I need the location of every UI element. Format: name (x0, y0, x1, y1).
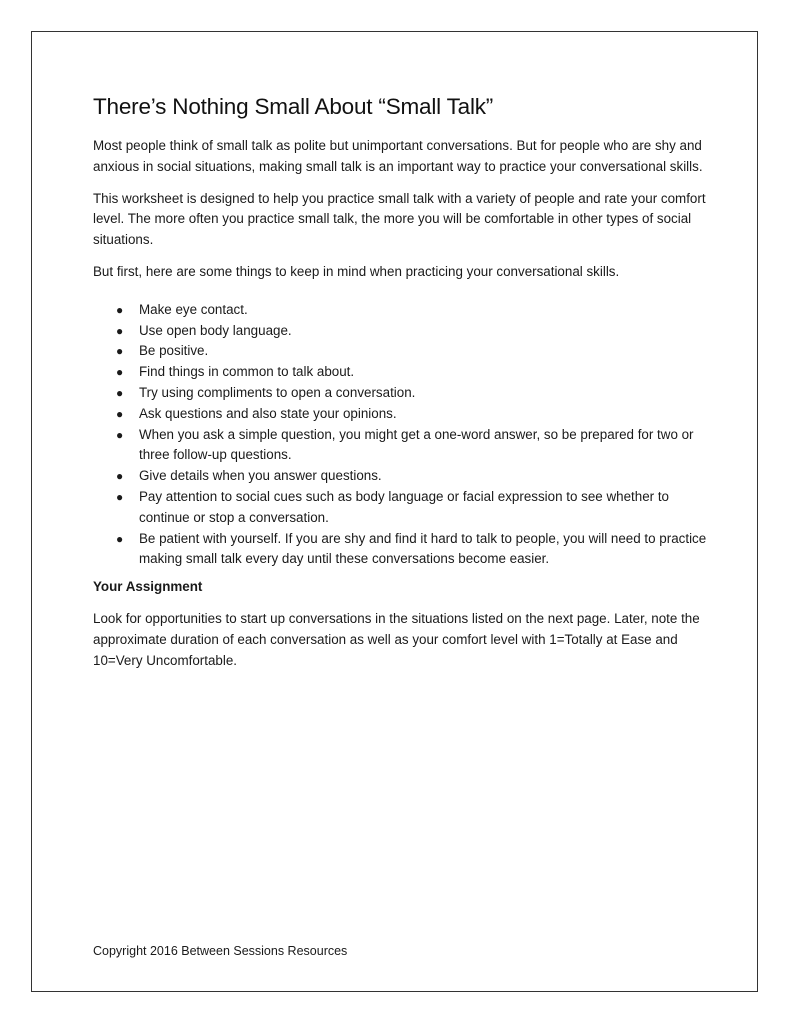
list-item (93, 321, 713, 342)
tip-text: Find things in common to talk about. (139, 364, 355, 380)
bullet-icon: ● (116, 323, 124, 338)
bullet-icon: ● (116, 365, 124, 380)
copyright-footer: Copyright 2016 Between Sessions Resources (93, 944, 348, 958)
list-item (93, 341, 713, 362)
bullet-icon: ● (116, 406, 124, 421)
list-item (93, 466, 713, 487)
list-item (93, 425, 713, 467)
tip-text: Give details when you answer questions. (139, 468, 382, 484)
tip-text: Try using compliments to open a conversation. (139, 384, 416, 400)
tip-text: When you ask a simple question, you might get a one-word answer, so be prepared for two or three follow-up questions. (139, 426, 694, 463)
tips-list (93, 300, 713, 570)
bullet-icon: ● (116, 344, 124, 359)
page-title: There’s Nothing Small About “Small Talk” (93, 94, 494, 119)
tip-text: Make eye contact. (139, 301, 248, 317)
tip-text: Pay attention to social cues such as body language or facial expression to see whether to continue or stop a conversation. (139, 488, 669, 525)
list-item (93, 487, 713, 529)
list-item (93, 300, 713, 321)
worksheet-content (93, 92, 713, 683)
assignment-heading: Your Assignment (93, 579, 203, 595)
assignment-paragraph: Look for opportunities to start up conversations in the situations listed on the next page. Later, note the approximate duration of each conversation as well as your comfort level with 1=Totally at Ease and 10=Very Uncomfortable. (93, 611, 700, 668)
bullet-icon: ● (116, 469, 124, 484)
list-item (93, 362, 713, 383)
tips-intro-paragraph: But first, here are some things to keep in mind when practicing your conversational skills. (93, 263, 620, 279)
purpose-paragraph: This worksheet is designed to help you practice small talk with a variety of people and rate your comfort level. The more often you practice small talk, the more you will be comfortable in other types of social situations. (93, 190, 706, 248)
bullet-icon: ● (116, 531, 124, 546)
tip-text: Be patient with yourself. If you are shy and find it hard to talk to people, you will need to practice making small talk every day until these conversations become easier. (139, 530, 707, 567)
tip-text: Be positive. (139, 343, 209, 359)
tip-text: Use open body language. (139, 322, 292, 338)
tip-text: Ask questions and also state your opinions. (139, 405, 397, 421)
list-item (93, 404, 713, 425)
list-item (93, 529, 713, 571)
intro-paragraph: Most people think of small talk as polite but unimportant conversations. But for people who are shy and anxious in social situations, making small talk is an important way to practice your conversational skills. (93, 138, 703, 174)
bullet-icon: ● (116, 385, 124, 400)
list-item (93, 383, 713, 404)
bullet-icon: ● (116, 427, 124, 442)
bullet-icon: ● (116, 302, 124, 317)
bullet-icon: ● (116, 489, 124, 504)
